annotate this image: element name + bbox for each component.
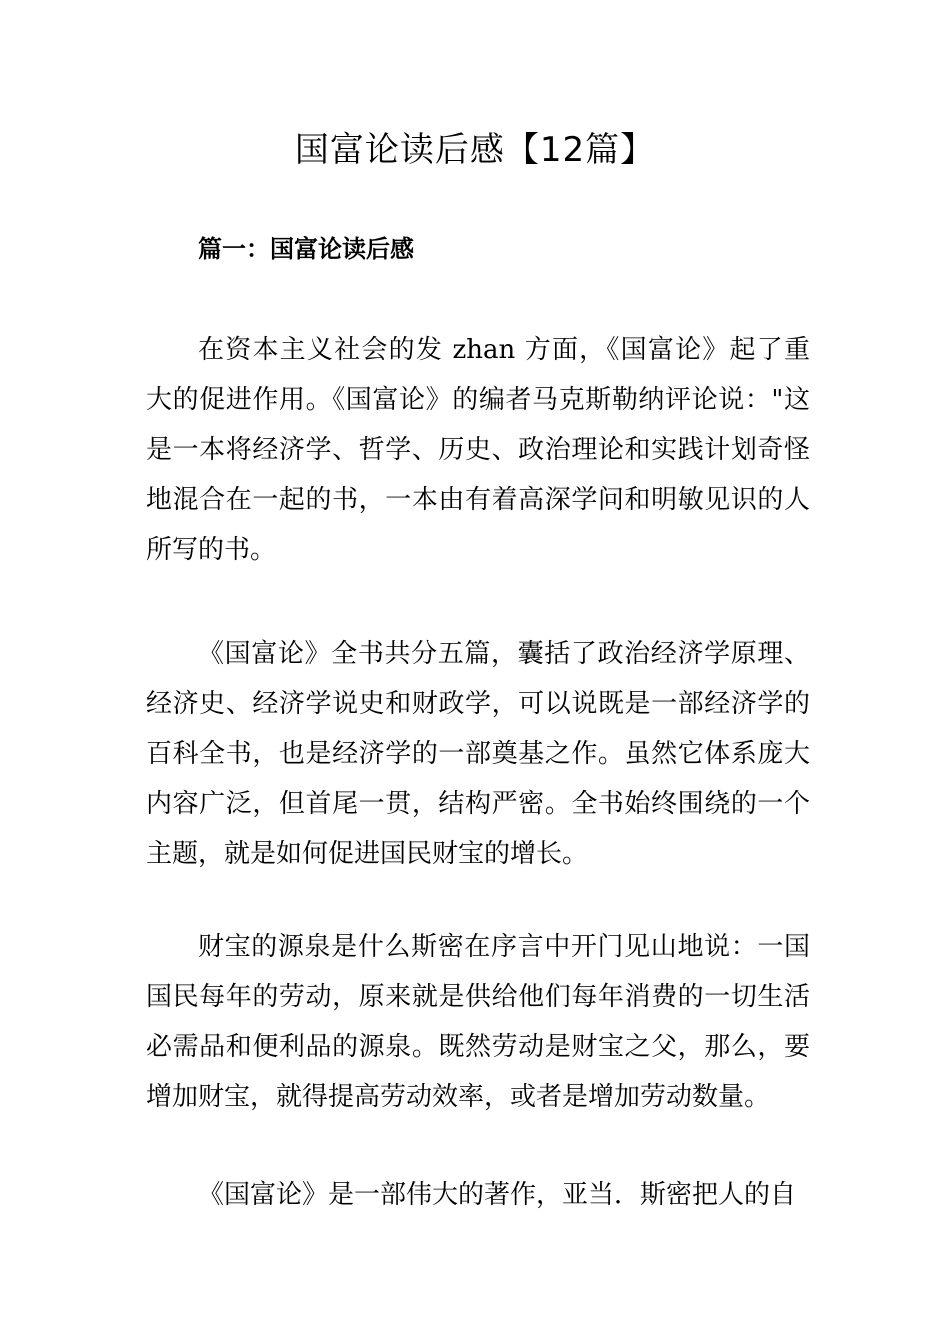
document-title: 国富论读后感【12篇】 — [294, 130, 656, 170]
section-heading: 篇一：国富论读后感 — [198, 234, 414, 263]
body-paragraph: 《国富论》全书共分五篇，囊括了政治经济学原理、经济史、经济学说史和财政学，可以说既是一部经济学的百科全书，也是经济学的一部奠基之作。虽然它体系庞大内容广泛，但首尾一贯，结构严密。全书始终围绕的一个主题，就是如何促进国民财宝的增长。 — [146, 639, 810, 869]
body-paragraph: 《国富论》是一部伟大的著作，亚当．斯密把人的自 — [198, 1180, 797, 1210]
body-paragraph: 在资本主义社会的发 zhan 方面，《国富论》起了重大的促进作用。《国富论》的编者马克斯勒纳评论说："这是一本将经济学、哲学、历史、政治理论和实践计划奇怪地混合在一起的书，一本由有着高深学问和明敏见识的人所写的书。 — [146, 335, 810, 565]
body-paragraph: 财宝的源泉是什么斯密在序言中开门见山地说：一国国民每年的劳动，原来就是供给他们每年消费的一切生活必需品和便利品的源泉。既然劳动是财宝之父，那么，要增加财宝，就得提高劳动效率，或者是增加劳动数量。 — [146, 932, 810, 1112]
